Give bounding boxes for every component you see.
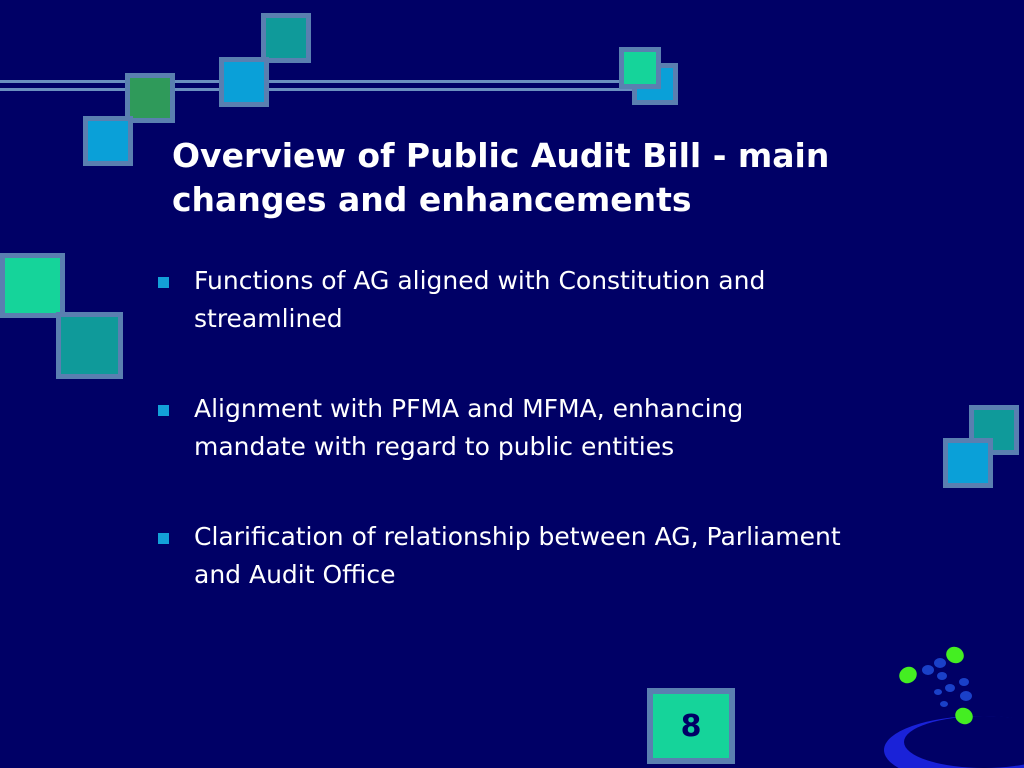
bullet-item bbox=[158, 518, 918, 594]
decor-square bbox=[619, 47, 661, 89]
decor-square bbox=[83, 116, 133, 166]
bullet-line: streamlined bbox=[194, 304, 343, 333]
bullet-line: and Audit Office bbox=[194, 560, 396, 589]
page-number: 8 bbox=[647, 688, 735, 764]
bullet-list bbox=[158, 262, 918, 646]
bullet-line: Alignment with PFMA and MFMA, enhancing bbox=[194, 394, 744, 423]
decor-line-top bbox=[0, 80, 640, 83]
slide-title bbox=[172, 134, 972, 222]
decor-square bbox=[219, 57, 269, 107]
title-line: Overview of Public Audit Bill - main bbox=[172, 136, 830, 175]
bullet-square-icon bbox=[158, 277, 169, 288]
decor-square bbox=[0, 253, 65, 318]
decor-square bbox=[943, 438, 993, 488]
bullet-item bbox=[158, 262, 918, 338]
bullet-square-icon bbox=[158, 533, 169, 544]
decor-square bbox=[56, 312, 123, 379]
bullet-line: mandate with regard to public entities bbox=[194, 432, 675, 461]
bullet-square-icon bbox=[158, 405, 169, 416]
decor-square bbox=[261, 13, 311, 63]
dotted-swirl-logo-icon bbox=[880, 630, 1024, 768]
bullet-line: Clarification of relationship between AG, Parliament bbox=[194, 522, 841, 551]
bullet-item bbox=[158, 390, 918, 466]
bullet-line: Functions of AG aligned with Constitution and bbox=[194, 266, 766, 295]
decor-line-bottom bbox=[0, 88, 640, 91]
title-line: changes and enhancements bbox=[172, 180, 692, 219]
